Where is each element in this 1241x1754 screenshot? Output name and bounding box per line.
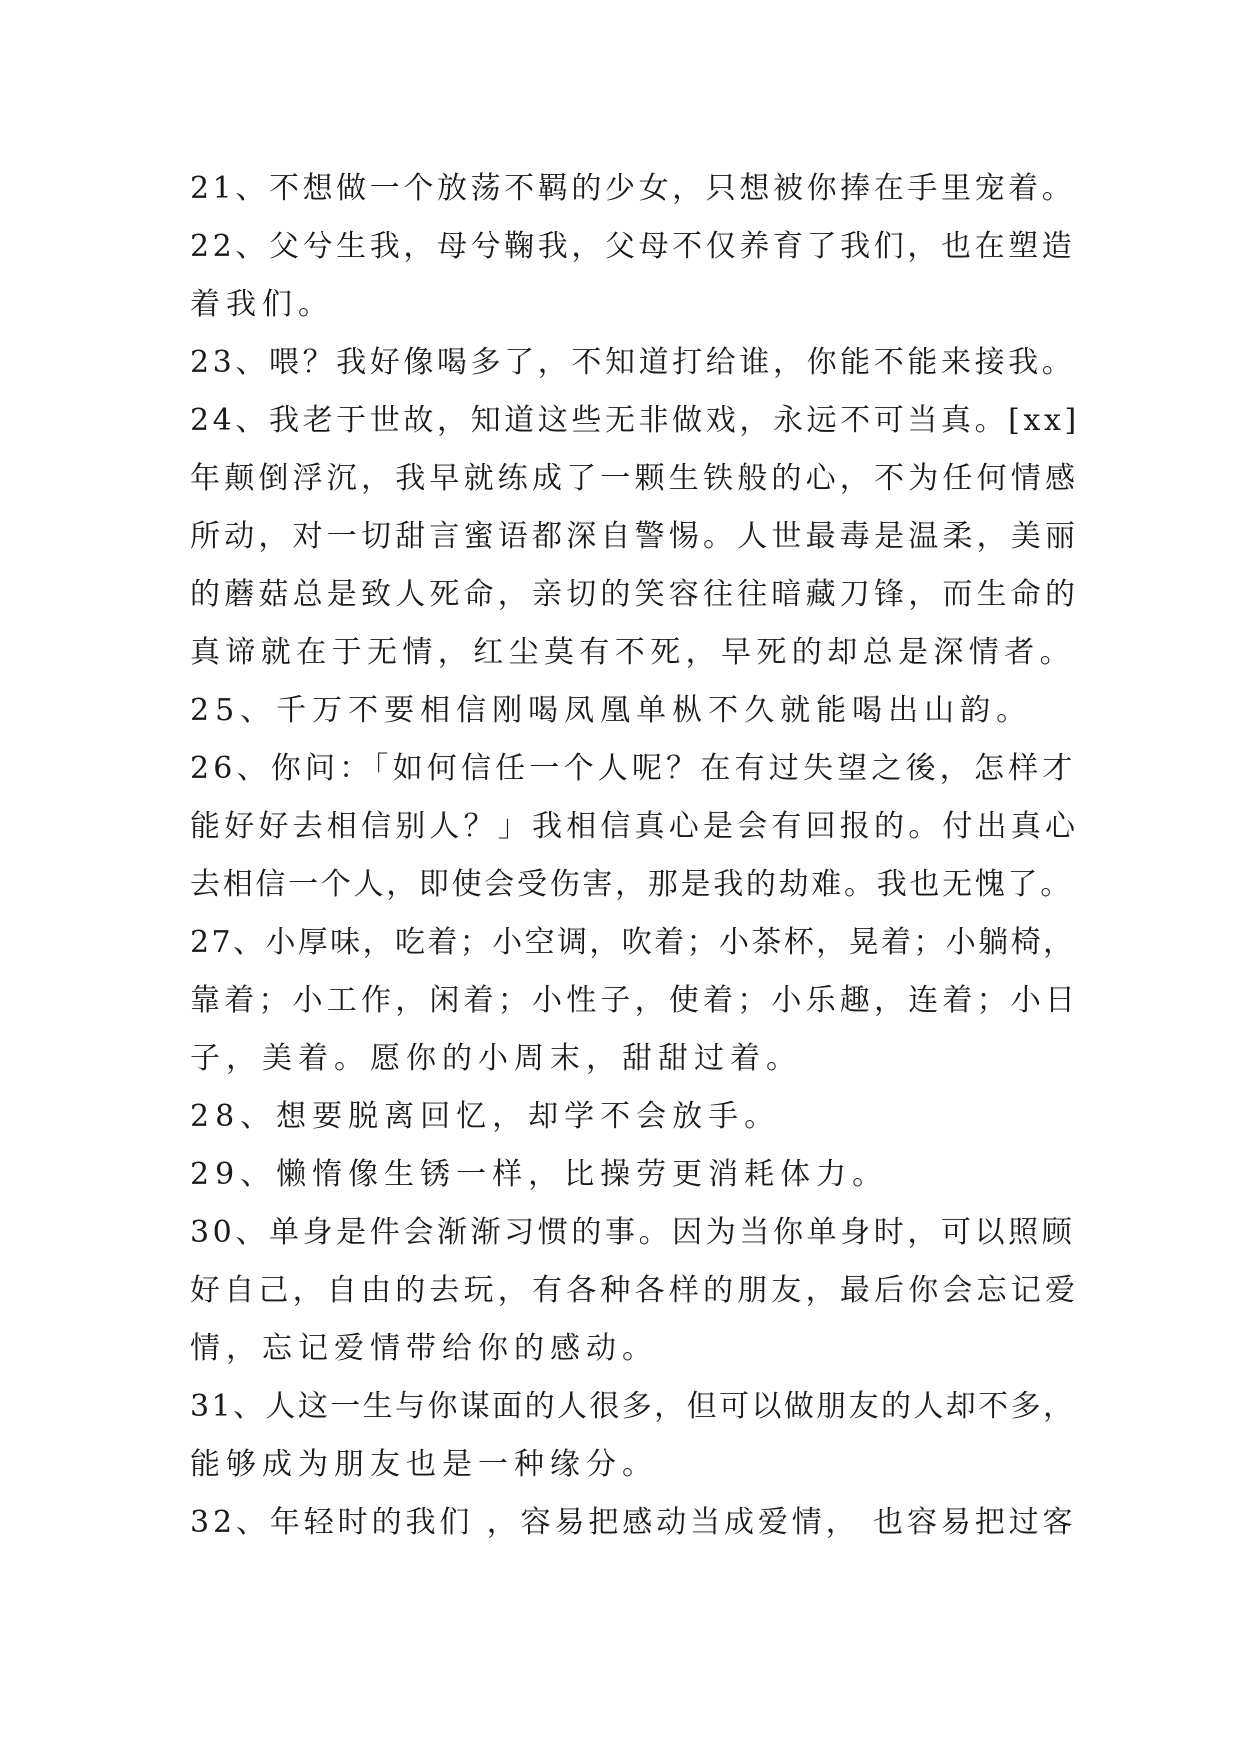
- text-line: 好自己，自由的去玩，有各种各样的朋友，最后你会忘记爱: [190, 1273, 1080, 1308]
- text-line: 24、我老于世故，知道这些无非做戏，永远不可当真。[xx]: [190, 403, 1080, 438]
- text-line: 31、人这一生与你谋面的人很多，但可以做朋友的人却不多，: [190, 1389, 1076, 1424]
- text-line: 的蘑菇总是致人死命，亲切的笑容往往暗藏刀锋，而生命的: [190, 577, 1080, 612]
- text-line: 年颠倒浮沉，我早就练成了一颗生铁般的心，不为任何情感: [190, 461, 1080, 496]
- text-line: 32、年轻时的我们 ，容易把感动当成爱情， 也容易把过客: [190, 1505, 1077, 1540]
- text-line: 靠着；小工作，闲着；小性子，使着；小乐趣，连着；小日: [190, 983, 1080, 1018]
- text-line: 能够成为朋友也是一种缘分。: [190, 1447, 658, 1482]
- text-line: 25、千万不要相信刚喝凤凰单枞不久就能喝出山韵。: [190, 693, 1033, 728]
- text-line: 22、父兮生我，母兮鞠我，父母不仅养育了我们，也在塑造: [190, 229, 1076, 264]
- text-line: 30、单身是件会渐渐习惯的事。因为当你单身时，可以照顾: [190, 1215, 1076, 1250]
- text-line: 所动，对一切甜言蜜语都深自警惕。人世最毒是温柔，美丽: [190, 519, 1080, 554]
- text-line: 29、懒惰像生锈一样，比操劳更消耗体力。: [190, 1157, 889, 1192]
- document-body: [190, 160, 1080, 1552]
- text-line: 着我们。: [190, 287, 334, 322]
- text-line: 26、你问：「如何信任一个人呢？在有过失望之後，怎样才: [190, 751, 1077, 786]
- text-line: 子，美着。愿你的小周末，甜甜过着。: [190, 1041, 802, 1076]
- text-line: 去相信一个人，即使会受伤害，那是我的劫难。我也无愧了。: [190, 867, 1073, 902]
- text-line: 23、喂？我好像喝多了，不知道打给谁，你能不能来接我。: [190, 345, 1076, 380]
- text-line: 情，忘记爱情带给你的感动。: [190, 1331, 658, 1366]
- text-line: 能好好去相信别人？」我相信真心是会有回报的。付出真心: [190, 809, 1080, 844]
- text-line: 27、小厚味，吃着；小空调，吹着；小茶杯，晃着；小躺椅，: [190, 925, 1076, 960]
- text-line: 21、不想做一个放荡不羁的少女，只想被你捧在手里宠着。: [190, 171, 1076, 206]
- text-line: 28、想要脱离回忆，却学不会放手。: [190, 1099, 781, 1134]
- text-line: 真谛就在于无情，红尘莫有不死，早死的却总是深情者。: [190, 635, 1075, 670]
